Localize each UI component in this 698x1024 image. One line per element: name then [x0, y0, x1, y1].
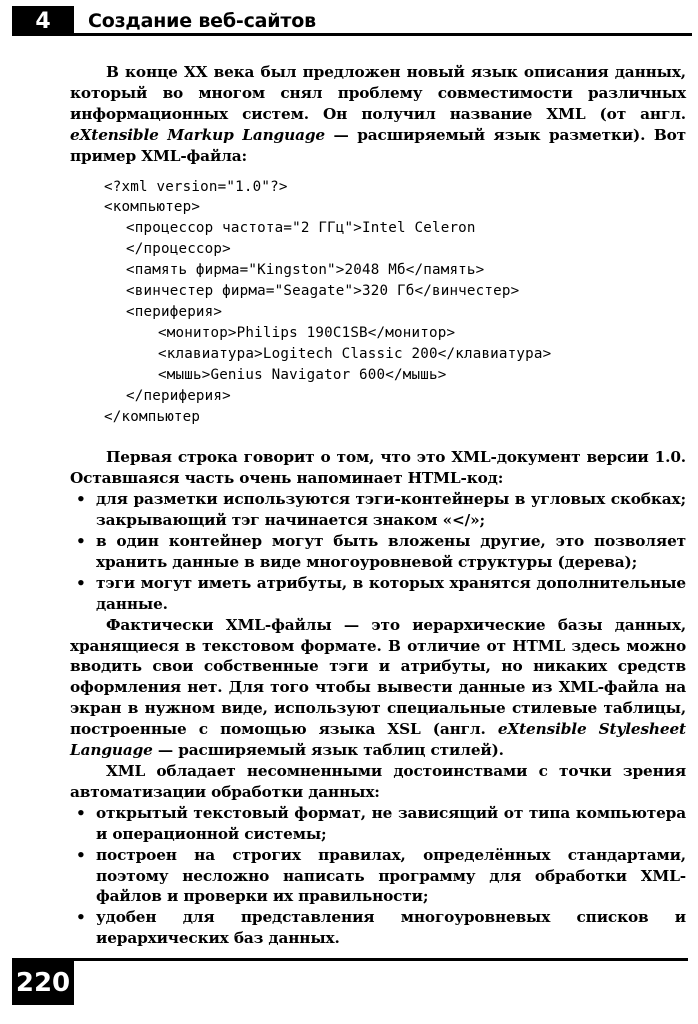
bullet-icon: •	[76, 845, 86, 864]
list-item-text: построен на строгих правилах, определённых стандартами, поэтому несложно написать программу для обработки XML-файлов и проверки их правильности;	[96, 845, 686, 906]
page-footer	[12, 958, 692, 1008]
code-line: <монитор>Philips 190C1SB</монитор>	[158, 324, 456, 341]
xsl-expansion: eXtensible Stylesheet Language	[70, 720, 686, 760]
page-header	[12, 6, 692, 36]
chapter-title: Создание веб-сайтов	[88, 10, 316, 32]
list-item-text: тэги могут иметь атрибуты, в которых хранятся дополнительные данные.	[96, 573, 686, 613]
header-divider	[74, 33, 692, 36]
xsl-term: XSL	[387, 720, 421, 739]
code-line: <компьютер>	[104, 199, 201, 216]
code-line: <мышь>Genius Navigator 600</мышь>	[158, 366, 447, 383]
paragraph-text-end: — расширяемый язык таблиц стилей).	[152, 741, 504, 760]
xml-code-example	[104, 177, 686, 428]
list-item-text: в один контейнер могут быть вложены другие, это позволяет хранить данные в виде многоуровневой структуры (дерева);	[96, 532, 686, 571]
page-number: 220	[12, 961, 74, 1005]
list-item	[70, 489, 686, 531]
xml-advantages-list	[70, 803, 686, 949]
intro-text-end: — расширяемый язык разметки). Вот пример XML-файла:	[70, 125, 686, 165]
paragraph-text-end: с точки зрения автоматизации обработки данных:	[70, 762, 686, 801]
list-item	[70, 573, 686, 615]
paragraph-text-mid: (англ.	[420, 720, 498, 739]
bullet-icon: •	[76, 803, 86, 822]
intro-text-mid: (от англ.	[585, 104, 686, 123]
advantages-term: достоинствами	[393, 762, 528, 780]
spacer	[70, 437, 686, 447]
page-body	[70, 62, 686, 949]
list-item-text: для разметки используются тэги-контейнеры в угловых скобках; закрывающий тэг начинается знаком «</»;	[96, 490, 686, 530]
code-line: <клавиатура>Logitech Classic 200</клавиатура>	[158, 345, 552, 362]
list-item	[70, 907, 686, 949]
code-line: <периферия>	[126, 303, 223, 320]
footer-divider	[12, 958, 688, 961]
code-line: </компьютер	[104, 408, 201, 425]
paragraph-text: Фактически XML-файлы — это иерархические базы данных, хранящиеся в текстовом формате. В отличие от HTML здесь можно вводить свои собственные тэги и атрибуты, но никаких средств оформления нет. Для того чтобы вывести данные из XML-файла на экран в нужном виде, используют специальные стилевые таблицы, построенные с помощью языка	[70, 615, 686, 739]
paragraph-text: XML обладает несомненными	[106, 762, 394, 780]
xml-expansion: eXtensible Markup Language	[70, 125, 325, 144]
chapter-number-badge: 4	[12, 6, 74, 36]
list-item	[70, 803, 686, 845]
list-item-text: удобен для представления многоуровневых списков и иерархических баз данных.	[96, 908, 686, 948]
list-item-text: открытый текстовый формат, не зависящий от типа компьютера и операционной системы;	[96, 803, 686, 843]
code-line: <память фирма="Kingston">2048 Мб</память>	[126, 262, 485, 279]
list-item	[70, 531, 686, 573]
xml-databases-paragraph	[70, 615, 686, 761]
list-item	[70, 845, 686, 908]
bullet-icon: •	[76, 532, 86, 551]
bullet-icon: •	[76, 908, 86, 927]
xml-version-paragraph: Первая строка говорит о том, что это XML-документ версии 1.0. Оставшаяся часть очень напоминает HTML-код:	[70, 448, 686, 488]
bullet-icon: •	[76, 573, 86, 592]
code-line: </периферия>	[126, 387, 231, 404]
code-line: <процессор частота="2 ГГц">Intel Celeron	[126, 220, 476, 237]
xml-advantages-paragraph	[70, 761, 686, 803]
intro-paragraph	[70, 62, 686, 167]
intro-text: В конце XX века был предложен новый язык описания данных, который во многом снял проблему совместимости различных информационных систем. Он получил название	[70, 63, 686, 123]
code-line: <?xml version="1.0"?>	[104, 178, 288, 195]
xml-term: XML	[546, 104, 586, 123]
code-line: </процессор>	[126, 241, 231, 258]
code-line: <винчестер фирма="Seagate">320 Гб</винчестер>	[126, 283, 520, 300]
html-similarity-list	[70, 489, 686, 614]
bullet-icon: •	[76, 490, 86, 509]
